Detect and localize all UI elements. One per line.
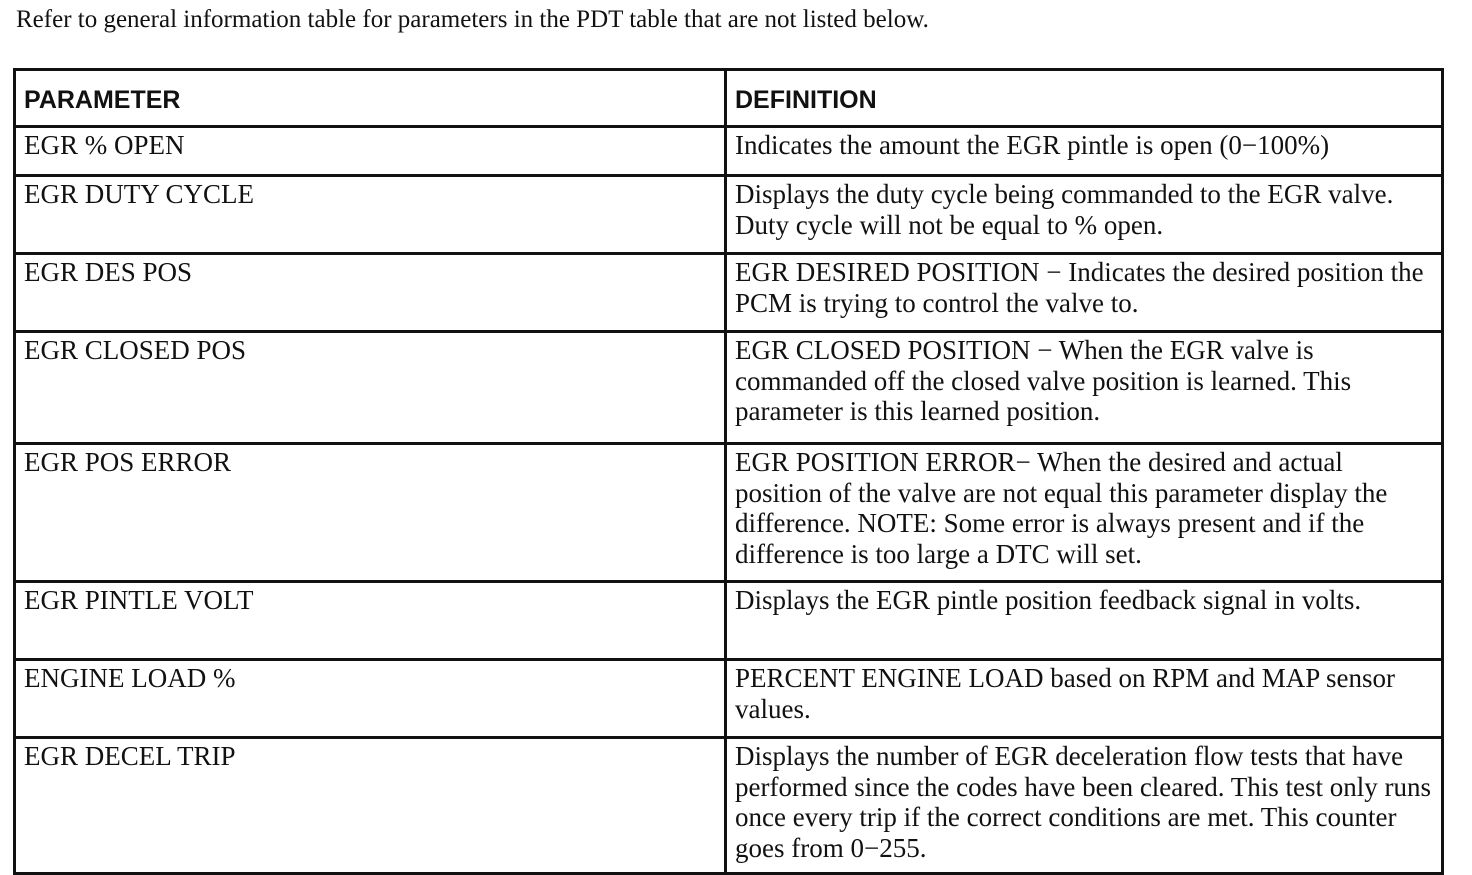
table-row — [15, 332, 1443, 444]
table-header-row — [15, 70, 1443, 127]
intro-text: Refer to general information table for parameters in the PDT table that are not listed below. — [16, 6, 929, 33]
parameter-cell: EGR % OPEN — [15, 127, 726, 176]
parameter-column-header: PARAMETER — [15, 70, 726, 127]
definition-column-header: DEFINITION — [726, 70, 1443, 127]
table-row — [15, 127, 1443, 176]
parameter-cell: ENGINE LOAD % — [15, 660, 726, 738]
table-row — [15, 660, 1443, 738]
parameter-cell: EGR CLOSED POS — [15, 332, 726, 444]
pdt-parameter-table — [13, 68, 1444, 875]
definition-cell: Displays the number of EGR deceleration flow tests that have performed since the codes have been cleared. This test only runs once every trip if the correct conditions are met. This counter goes from 0−255. — [726, 738, 1443, 874]
table-row — [15, 444, 1443, 582]
table-row — [15, 176, 1443, 254]
parameter-cell: EGR DUTY CYCLE — [15, 176, 726, 254]
definition-cell: Displays the EGR pintle position feedback signal in volts. — [726, 582, 1443, 660]
definition-cell: EGR CLOSED POSITION − When the EGR valve is commanded off the closed valve position is learned. This parameter is this learned position. — [726, 332, 1443, 444]
parameter-cell: EGR DES POS — [15, 254, 726, 332]
table-row — [15, 254, 1443, 332]
definition-cell: Displays the duty cycle being commanded to the EGR valve. Duty cycle will not be equal to % open. — [726, 176, 1443, 254]
table-row — [15, 582, 1443, 660]
parameter-cell: EGR DECEL TRIP — [15, 738, 726, 874]
parameter-cell: EGR POS ERROR — [15, 444, 726, 582]
definition-cell: Indicates the amount the EGR pintle is open (0−100%) — [726, 127, 1443, 176]
definition-cell: EGR POSITION ERROR− When the desired and actual position of the valve are not equal this parameter display the difference. NOTE: Some error is always present and if the difference is too large a DTC will set. — [726, 444, 1443, 582]
definition-cell: EGR DESIRED POSITION − Indicates the desired position the PCM is trying to control the valve to. — [726, 254, 1443, 332]
table-row — [15, 738, 1443, 874]
parameter-cell: EGR PINTLE VOLT — [15, 582, 726, 660]
definition-cell: PERCENT ENGINE LOAD based on RPM and MAP sensor values. — [726, 660, 1443, 738]
